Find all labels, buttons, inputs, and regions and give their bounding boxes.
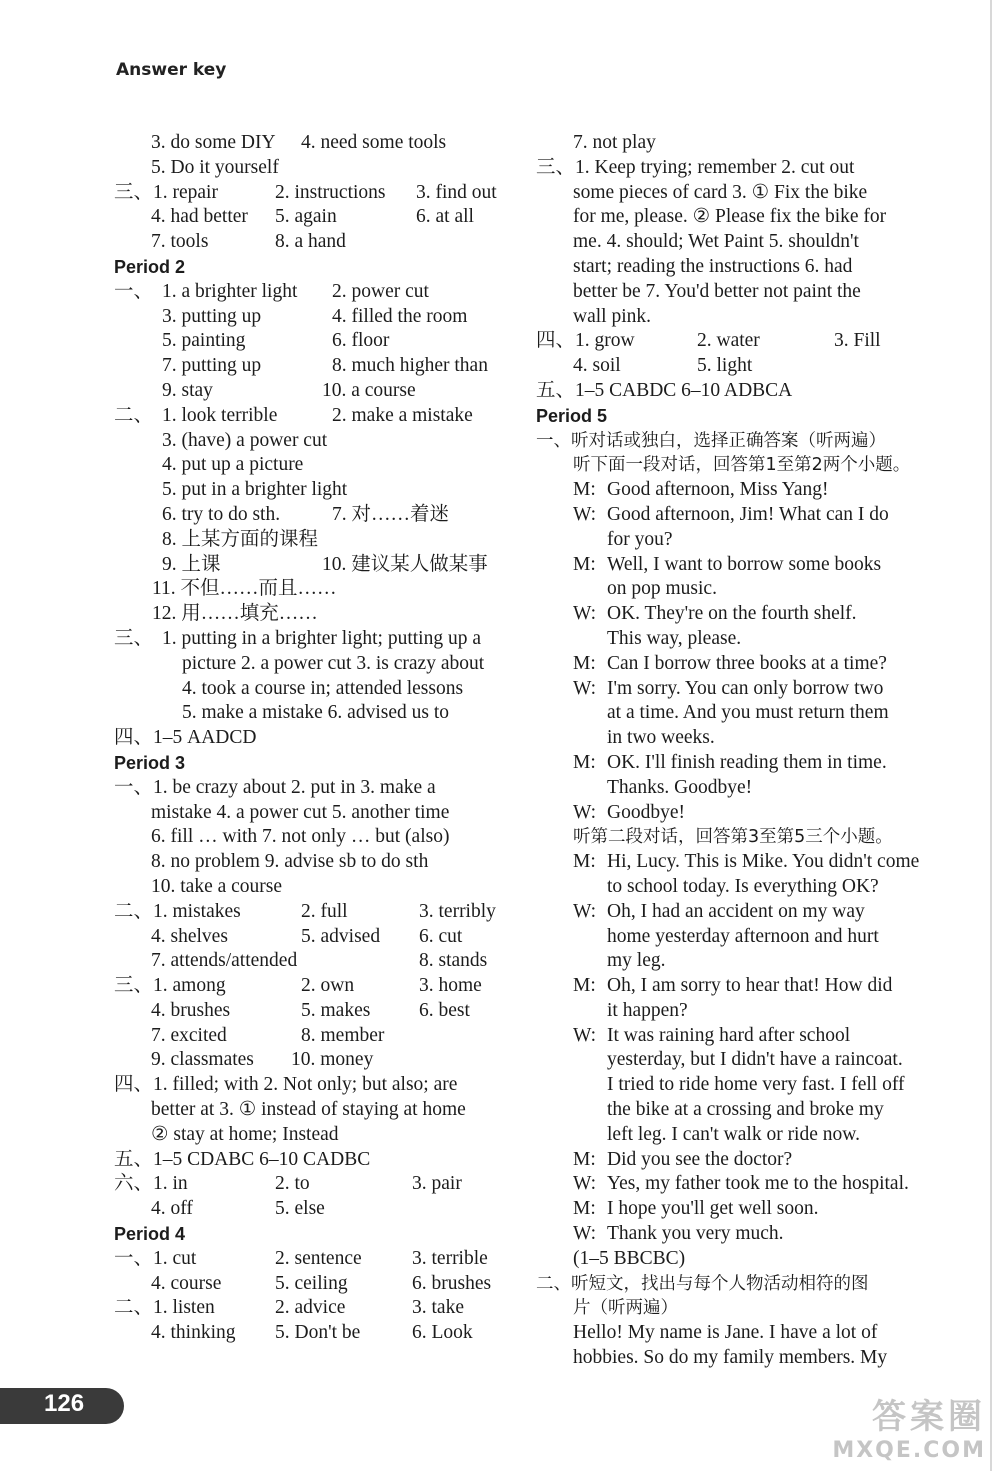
answer-line [114, 1148, 514, 1173]
answer-line [536, 652, 936, 677]
answer-line [536, 181, 936, 206]
answer-text: 8. no problem 9. advise sb to do sth [151, 851, 429, 873]
answer-text: 3. do some DIY [151, 132, 276, 153]
left-answer-column [114, 131, 514, 1346]
answer-line [114, 1073, 514, 1098]
answer-text: Goodbye! [607, 801, 685, 823]
answer-line [536, 1321, 936, 1346]
answer-text: Can I borrow three books at a time? [607, 652, 887, 674]
answer-line [536, 1247, 936, 1272]
answer-text: 5. put in a brighter light [162, 479, 348, 501]
answer-text: 6. try to do sth. [162, 503, 281, 525]
answer-text: 6. cut [419, 925, 463, 947]
answer-text: picture 2. a power cut 3. is crazy about [182, 652, 485, 674]
answer-text: 二、1. mistakes [114, 900, 241, 922]
answer-text: better at 3. ① instead of staying at home [151, 1099, 466, 1121]
answer-line [536, 1148, 936, 1173]
answer-text: 11. 不但……而且…… [152, 578, 337, 600]
answer-line [114, 280, 514, 305]
answer-text: 4. filled the room [332, 305, 468, 327]
answer-text: 3. Fill [834, 330, 881, 352]
answer-text: 6. best [419, 999, 470, 1021]
answer-text: for you? [607, 528, 673, 550]
answer-line [536, 751, 936, 776]
answer-line [536, 280, 936, 305]
answer-text: 1. a brighter light [162, 280, 298, 302]
answer-text: W: [573, 603, 597, 625]
answer-line [536, 925, 936, 950]
answer-line [536, 1197, 936, 1222]
answer-text: 三、 [114, 627, 154, 649]
answer-line [114, 1222, 514, 1247]
answer-text: 4. soil [573, 355, 621, 377]
answer-text: 一、 [114, 280, 154, 302]
answer-text: 5. make a mistake 6. advised us to [182, 702, 449, 724]
answer-text: W: [573, 900, 597, 922]
answer-text: to school today. Is everything OK? [607, 875, 879, 897]
answer-text: 1. look terrible [162, 404, 278, 426]
answer-text: W: [573, 1223, 597, 1245]
answer-text: wall pink. [573, 305, 651, 327]
answer-line [114, 1247, 514, 1272]
answer-text: 5. painting [162, 330, 246, 352]
answer-line [114, 627, 514, 652]
answer-line [536, 305, 936, 330]
answer-text: 一、1. be crazy about 2. put in 3. make a [114, 776, 436, 798]
answer-line [114, 329, 514, 354]
answer-text: 2. to [275, 1173, 310, 1195]
answer-text: 3. home [419, 975, 482, 997]
answer-text: 2. full [301, 900, 348, 922]
answer-line [536, 577, 936, 602]
answer-line [536, 503, 936, 528]
answer-line [114, 1321, 514, 1346]
answer-line [114, 1272, 514, 1297]
answer-text: (1–5 BBCBC) [573, 1247, 686, 1269]
answer-text: left leg. I can't walk or ride now. [607, 1123, 860, 1145]
answer-text: in two weeks. [607, 727, 715, 749]
answer-text: some pieces of card 3. ① Fix the bike [573, 181, 868, 203]
answer-line [114, 156, 514, 181]
answer-text: 6. at all [416, 206, 474, 228]
answer-line [114, 1296, 514, 1321]
answer-text: 9. stay [162, 379, 213, 401]
right-answer-column [536, 131, 936, 1371]
answer-line [114, 850, 514, 875]
answer-text: 4. off [151, 1198, 193, 1220]
answer-text: W: [573, 801, 597, 823]
answer-line [114, 181, 514, 206]
answer-line [536, 627, 936, 652]
period-heading: Period 4 [114, 1224, 186, 1245]
answer-line [536, 875, 936, 900]
answer-text: 7. 对……着迷 [332, 503, 450, 525]
answer-text: 10. a course [322, 379, 416, 401]
answer-text: 5. else [275, 1198, 325, 1220]
answer-text: 7. not play [573, 132, 656, 153]
answer-text: 7. putting up [162, 355, 262, 377]
answer-line [536, 1098, 936, 1123]
answer-text: at a time. And you must return them [607, 702, 889, 724]
answer-line [114, 677, 514, 702]
answer-line [114, 1048, 514, 1073]
answer-text: me. 4. should; Wet Paint 5. shouldn't [573, 231, 859, 253]
answer-line [114, 776, 514, 801]
answer-text: 4. brushes [151, 999, 231, 1021]
answer-line [536, 949, 936, 974]
answer-line [536, 1222, 936, 1247]
answer-text: W: [573, 677, 597, 699]
page-header-title: Answer key [116, 60, 227, 80]
answer-text: 4. took a course in; attended lessons [182, 677, 464, 699]
answer-line [114, 949, 514, 974]
answer-line [536, 1024, 936, 1049]
answer-text: 2. own [301, 975, 355, 997]
answer-line [536, 1048, 936, 1073]
answer-text: 2. advice [275, 1297, 346, 1319]
answer-line [536, 900, 936, 925]
answer-text: 3. take [412, 1297, 464, 1319]
answer-line [114, 553, 514, 578]
answer-text: 听第二段对话，回答第3至第5三个小题。 [573, 827, 893, 848]
answer-line [536, 677, 936, 702]
answer-line [114, 503, 514, 528]
answer-line [536, 801, 936, 826]
answer-line [114, 404, 514, 429]
answer-line [114, 726, 514, 751]
answer-text: it happen? [607, 999, 688, 1021]
answer-text: 二、1. listen [114, 1297, 215, 1319]
answer-line [114, 1172, 514, 1197]
answer-line [536, 429, 936, 454]
answer-line [536, 1172, 936, 1197]
answer-text: M: [573, 975, 596, 997]
answer-line [114, 305, 514, 330]
answer-line [536, 776, 936, 801]
answer-text: M: [573, 1198, 596, 1220]
answer-text: 五、1–5 CDABC 6–10 CADBC [114, 1148, 371, 1170]
answer-text: 一、1. cut [114, 1247, 197, 1269]
answer-line [536, 404, 936, 429]
answer-line [114, 453, 514, 478]
answer-text: 10. money [291, 1049, 374, 1071]
answer-line [114, 751, 514, 776]
answer-text: 4. put up a picture [162, 454, 304, 476]
answer-text: W: [573, 1173, 597, 1195]
answer-text: 4. had better [151, 206, 248, 228]
answer-text: M: [573, 652, 596, 674]
answer-line [536, 999, 936, 1024]
answer-line [114, 429, 514, 454]
answer-line [114, 230, 514, 255]
answer-line [114, 1024, 514, 1049]
answer-text: 4. thinking [151, 1322, 236, 1344]
answer-line [114, 478, 514, 503]
answer-line [114, 701, 514, 726]
answer-text: 5. again [275, 206, 337, 228]
answer-text: M: [573, 553, 596, 575]
answer-line [536, 354, 936, 379]
watermark-logo: 答案圈 [872, 1397, 986, 1437]
page-edge-line [990, 0, 992, 1471]
answer-text: 2. water [697, 330, 760, 352]
answer-text: 5. Don't be [275, 1322, 361, 1344]
answer-line [536, 1296, 936, 1321]
answer-text: Did you see the doctor? [607, 1148, 793, 1170]
answer-text: on pop music. [607, 578, 717, 600]
answer-text: Good afternoon, Miss Yang! [607, 479, 829, 501]
answer-line [536, 156, 936, 181]
answer-line [114, 379, 514, 404]
answer-text: 3. find out [416, 181, 497, 203]
answer-text: hobbies. So do my family members. My [573, 1347, 888, 1369]
answer-text: 6. fill … with 7. not only … but (also) [151, 826, 450, 848]
answer-line [114, 1098, 514, 1123]
answer-line [114, 1123, 514, 1148]
answer-text: better be 7. You'd better not paint the [573, 280, 861, 302]
answer-text: 8. much higher than [332, 355, 488, 377]
answer-line [536, 850, 936, 875]
answer-text: M: [573, 751, 596, 773]
answer-text: This way, please. [607, 627, 742, 649]
answer-text: W: [573, 1024, 597, 1046]
period-heading: Period 3 [114, 752, 186, 773]
answer-text: 3. putting up [162, 305, 262, 327]
period-heading: Period 2 [114, 256, 186, 277]
answer-text: Hello! My name is Jane. I have a lot of [573, 1322, 878, 1344]
period-heading: Period 5 [536, 405, 608, 426]
answer-text: ② stay at home; Instead [151, 1123, 339, 1145]
answer-text: 二、 [114, 404, 154, 426]
answer-line [536, 974, 936, 999]
answer-line [114, 131, 514, 156]
answer-text: 10. take a course [151, 875, 283, 897]
answer-line [114, 577, 514, 602]
answer-line [536, 1272, 936, 1297]
answer-text: 一、听对话或独白，选择正确答案（听两遍） [536, 430, 886, 451]
answer-line [114, 652, 514, 677]
answer-text: yesterday, but I didn't have a raincoat. [607, 1049, 903, 1071]
answer-text: 1. putting in a brighter light; putting up a [162, 627, 482, 649]
answer-text: 3. pair [412, 1173, 462, 1195]
answer-text: 5. makes [301, 999, 371, 1021]
answer-text: 三、1. among [114, 975, 226, 997]
answer-line [536, 230, 936, 255]
answer-text: 5. ceiling [275, 1272, 348, 1294]
answer-text: Oh, I had an accident on my way [607, 900, 865, 922]
watermark-url: MXQE.COM [832, 1438, 986, 1463]
answer-text: 8. stands [419, 950, 488, 972]
answer-text: Thanks. Goodbye! [607, 776, 753, 798]
answer-line [536, 478, 936, 503]
answer-line [536, 553, 936, 578]
answer-text: 五、1–5 CABDC 6–10 ADBCA [536, 379, 793, 401]
answer-line [536, 379, 936, 404]
answer-text: 8. 上某方面的课程 [162, 528, 319, 550]
answer-text: 4. shelves [151, 925, 228, 947]
answer-line [114, 602, 514, 627]
watermark [832, 1389, 986, 1463]
answer-text: 3. terribly [419, 900, 496, 922]
answer-line [114, 205, 514, 230]
answer-line [536, 131, 936, 156]
answer-line [114, 875, 514, 900]
answer-text: 8. member [301, 1024, 385, 1046]
answer-text: I tried to ride home very fast. I fell off [607, 1074, 905, 1096]
answer-text: 4. course [151, 1272, 222, 1294]
answer-text: 二、听短文，找出与每个人物活动相符的图 [536, 1273, 869, 1294]
answer-line [536, 453, 936, 478]
answer-text: I hope you'll get well soon. [607, 1198, 819, 1220]
answer-text: 9. 上课 [162, 553, 221, 575]
answer-line [536, 1123, 936, 1148]
answer-text: M: [573, 851, 596, 873]
answer-text: Well, I want to borrow some books [607, 553, 882, 575]
answer-line [536, 329, 936, 354]
answer-text: Thank you very much. [607, 1223, 784, 1245]
answer-line [536, 255, 936, 280]
answer-line [114, 825, 514, 850]
answer-text: 5. light [697, 355, 753, 377]
answer-text: M: [573, 479, 596, 501]
answer-text: 三、1. repair [114, 181, 218, 203]
answer-text: It was raining hard after school [607, 1024, 851, 1046]
answer-text: 2. make a mistake [332, 404, 473, 426]
answer-text: OK. They're on the fourth shelf. [607, 603, 857, 625]
answer-text: 片（听两遍） [573, 1298, 678, 1319]
answer-line [114, 801, 514, 826]
answer-text: home yesterday afternoon and hurt [607, 925, 879, 947]
answer-text: 四、1. grow [536, 330, 635, 352]
answer-text: 3. (have) a power cut [162, 429, 328, 451]
answer-text: 6. floor [332, 330, 390, 352]
answer-text: I'm sorry. You can only borrow two [607, 677, 884, 699]
answer-line [536, 726, 936, 751]
answer-line [536, 825, 936, 850]
answer-text: 2. instructions [275, 181, 386, 203]
answer-line [536, 528, 936, 553]
answer-line [536, 1073, 936, 1098]
answer-text: 六、1. in [114, 1173, 188, 1195]
answer-text: the bike at a crossing and broke my [607, 1099, 884, 1121]
answer-text: 听下面一段对话，回答第1至第2两个小题。 [573, 455, 911, 476]
answer-text: 4. need some tools [301, 132, 447, 153]
answer-text: W: [573, 503, 597, 525]
answer-text: 9. classmates [151, 1049, 254, 1071]
answer-text: 7. excited [151, 1024, 227, 1046]
answer-line [114, 528, 514, 553]
answer-text: OK. I'll finish reading them in time. [607, 751, 887, 773]
answer-text: mistake 4. a power cut 5. another time [151, 801, 450, 823]
answer-text: 12. 用……填充…… [152, 603, 318, 625]
answer-text: 7. attends/attended [151, 950, 298, 972]
answer-text: 6. Look [412, 1322, 473, 1344]
answer-line [114, 1197, 514, 1222]
answer-line [114, 900, 514, 925]
answer-line [536, 602, 936, 627]
answer-text: Good afternoon, Jim! What can I do [607, 503, 889, 525]
answer-text: my leg. [607, 950, 666, 972]
answer-text: 5. Do it yourself [151, 156, 279, 178]
answer-text: 3. terrible [412, 1247, 488, 1269]
answer-text: Oh, I am sorry to hear that! How did [607, 975, 893, 997]
answer-line [114, 354, 514, 379]
answer-text: 四、1–5 AADCD [114, 727, 257, 749]
answer-text: M: [573, 1148, 596, 1170]
answer-line [114, 999, 514, 1024]
answer-text: start; reading the instructions 6. had [573, 255, 853, 277]
answer-text: 2. power cut [332, 280, 429, 302]
answer-text: Hi, Lucy. This is Mike. You didn't come [607, 851, 920, 873]
answer-text: 7. tools [151, 231, 209, 253]
answer-line [536, 205, 936, 230]
page-number: 126 [44, 1390, 85, 1417]
answer-line [114, 974, 514, 999]
answer-text: for me, please. ② Please fix the bike for [573, 206, 887, 228]
answer-line [114, 255, 514, 280]
answer-text: 8. a hand [275, 231, 346, 253]
answer-line [114, 925, 514, 950]
answer-text: 10. 建议某人做某事 [322, 553, 488, 575]
answer-text: 四、1. filled; with 2. Not only; but also; are [114, 1074, 458, 1096]
answer-text: 三、1. Keep trying; remember 2. cut out [536, 156, 855, 178]
answer-line [536, 1346, 936, 1371]
answer-text: Yes, my father took me to the hospital. [607, 1173, 909, 1195]
answer-text: 6. brushes [412, 1272, 492, 1294]
answer-line [536, 701, 936, 726]
answer-text: 5. advised [301, 925, 381, 947]
answer-text: 2. sentence [275, 1247, 362, 1269]
